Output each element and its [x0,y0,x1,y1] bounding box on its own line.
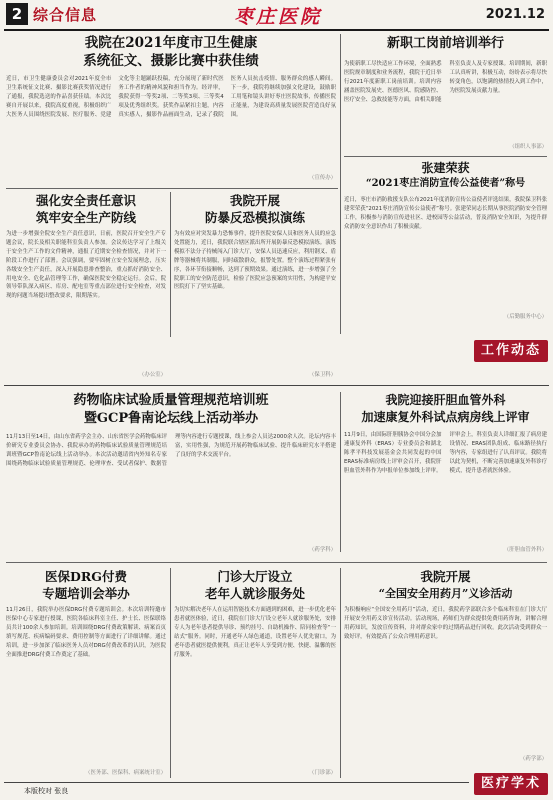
article-body: 为进一步增强全院安全生产责任意识，日前，医院召开安全生产专题会议，院长及相关职能科室负责人参加。会议传达学习了上级关于安全生产工作的文件精神，通报了近期安全检查情况，并对下一阶段工作进行了部署。会议强调，要牢固树立安全发展理念，压实各级安全生产责任，深入开展隐患排查整治，重点抓好消防安全、用电安全、危化品管理等工作，确保医院安全稳定运行。会后，院领导带队深入病区、库房、配电室等重点部位进行安全检查，对发现的问题当场提出整改要求，限期落实。 [6,231,166,300]
article-title-line1: 门诊大厅设立 [217,569,293,584]
section-badge-medical-science: 医疗学术 [474,773,548,795]
divider [4,385,549,386]
divider [344,156,547,157]
article-title-line2: “2021枣庄消防宣传公益使者”称号 [365,178,526,189]
article-award [6,34,336,184]
column-divider [340,568,341,778]
page-header [0,0,553,30]
article-title-line1: 强化安全责任意识 [35,193,136,208]
section-badge-work-news: 工作动态 [474,340,548,362]
article-title-line1: 张建荣获 [421,161,470,175]
column-divider [340,34,341,334]
article-title-line1: 我院在2021年度市卫生健康 [84,35,258,51]
header-rule [4,29,549,31]
article-body: 11月9日，由国际肝胆胰协会中国分会加速康复外科（ERAS）专业委员会和湖北陈孝平科技发展基金会共同发起的中国ERAS标准病房线上评审会召开，我院肝胆血管外科作为申报单位参加线上评审。评审会上，科室负责人详细汇报了病房建设情况、ERAS团队组成、临床路径执行等内容，专家组进行了认真评议。我院将以此为契机，不断完善加速康复外科诊疗模式，提升患者就医体验。 [344,432,547,474]
column-divider [170,568,171,778]
article-credit: （药学部） [520,756,547,762]
article-body: 近日，市卫生健康委员会对2021年度全市卫生系统征文比赛、摄影比赛获奖情况进行了通报，我院选送的作品喜获佳绩。本次比赛自开展以来，我院高度重视，积极组织广大医务人员围绕医院发展、医疗服务、党建文化等主题踊跃投稿，充分展现了新时代医务工作者的精神风貌和担当作为。经评审，我院获得一等奖2项、二等奖3项、三等奖4项及优秀组织奖。获奖作品紧扣主题，内容真实感人，摄影作品画面生动，记录了我院医务人员抗击疫情、服务群众的感人瞬间。下一步，我院将继续加强文化建设，鼓励职工用笔和镜头讲好枣庄医院故事，传播医院正能量，为建设高质量发展医院营造良好氛围。 [6,76,336,118]
column-divider [170,192,171,337]
article-training [344,34,547,152]
article-title-line1: 我院迎接肝胆血管外科 [385,393,506,407]
page-number: 2 [6,3,28,25]
article-drill [174,192,336,380]
article-body: 为积极响应“全国安全用药月”活动，近日，我院药学部联合多个临床科室在门诊大厅开展安全用药义诊宣传活动。活动现场，药师们为群众提供免费用药咨询，讲解合理用药知识，发放宣传资料，并对群众家中的过期药品进行回收。此次活动受到群众一致好评，有效提高了公众合理用药意识。 [344,607,547,640]
article-title-line1: 药物临床试验质量管理规范培训班 [73,393,269,408]
article-gcp [6,392,336,558]
article-title-line2: 专题培训会举办 [42,586,130,601]
article-credit: （肝胆血管外科） [503,547,547,553]
article-credit: （门诊部） [309,770,336,776]
footer-rule [4,782,469,783]
article-safety [6,192,166,380]
article-credit: （药学科） [309,547,336,553]
article-title-line1: 我院开展 [229,193,280,208]
divider [6,188,338,189]
footer-editor: 本版校对 张良 [24,787,69,795]
article-title-line1: 医保DRG付费 [45,569,127,584]
article-drg [6,568,166,780]
article-title-line2: 加速康复外科试点病房线上评审 [361,410,530,424]
article-title-line2: 防暴反恐模拟演练 [204,210,305,225]
article-body: 近日，枣庄市消防救援支队公布2021年度消防宣传公益使者评选结果，我院保卫科张建荣荣获“2021枣庄消防宣传公益使者”称号。张建荣同志长期从事医院消防安全管理工作，积极参与消防宣传进社区、进校园等公益活动，普及消防安全知识，为提升群众消防安全意识作出了积极贡献。 [344,197,547,230]
section-title: 综合信息 [33,6,98,24]
article-credit: （医务部、医保科、病案统计室） [85,770,166,776]
article-elderly [174,568,336,780]
article-credit: （组织人事部） [509,144,547,150]
article-fire-award [344,160,547,332]
article-title-line2: 筑牢安全生产防线 [35,210,136,225]
column-divider [340,392,341,552]
article-title-line2: “全国安全用药月”义诊活动 [378,587,513,600]
issue-date: 2021.12 [485,7,545,22]
article-title-line2: 系统征文、摄影比赛中获佳绩 [83,53,259,69]
article-title: 新职工岗前培训举行 [386,36,504,51]
article-title-line2: 老年人就诊服务处 [204,586,305,601]
article-title-line1: 我院开展 [420,569,471,584]
article-title-line2: 暨GCP鲁南论坛线上活动举办 [83,411,259,426]
article-body: 为使新职工尽快适应工作环境，全面熟悉医院规章制度和业务流程，我院于近日举行2021年度新职工岗前培训。培训内容涵盖医院发展史、医德医风、院感防控、医疗安全、急救技能等方面，由相关职能科室负责人及专家授课。培训期间，新职工认真听讲，积极互动，纷纷表示将尽快转变角色，以饱满的热情投入到工作中，为医院发展贡献力量。 [344,61,547,103]
article-body: 11月26日，我院举办医保DRG付费专题培训会。本次培训特邀市医保中心专家进行授课，医院各临床科室主任、护士长、医保联络员共计100余人参加培训。培训围绕DRG付费政策解读、病案首页填写规范、疾病编码要求、费用控制等方面进行了详细讲解。通过培训，进一步加深了临床医务人员对DRG付费改革的认识，为医院全面推进DRG付费工作奠定了基础。 [6,607,166,658]
article-credit: （办公室） [139,372,166,378]
article-drug-safety [344,568,547,768]
masthead-logo: 枣庄医院 [233,6,322,28]
article-body: 为切实解决老年人在运用智能技术方面遇到的困难，进一步优化老年患者就医体验，近日，我院在门诊大厅设立老年人就诊服务处，安排专人为老年患者提供导诊、预约挂号、自助机操作、陪同检查等“一站式”服务。同时，开通老年人绿色通道，设置老年人优先窗口，为老年患者就医提供便利，真正让老年人享受到方便、快捷、温馨的医疗服务。 [174,607,336,658]
article-body: 11月13日至14日，由山东省药学会主办、山东省医学会药物临床评价研究专业委员会协办、我院承办的药物临床试验质量管理规范培训班暨GCP鲁南论坛线上活动举办。本次活动邀请省内外知名专家围绕药物临床试验质量管理规范、伦理审查、受试者保护、数据管理等内容进行专题授课，线上参会人员达2000余人次。论坛内容丰富，实用性强，为规范开展药物临床试验、提升临床研究水平搭建了良好的学术交流平台。 [6,434,336,467]
article-body: 为有效应对突发暴力恐怖事件，提升医院安保人员和医务人员的应急处置能力，近日，我院联合辖区派出所开展防暴反恐模拟演练。演练模拟不法分子持械闯入门诊大厅，安保人员迅速反应，利用钢叉、盾牌等器械将其制服，同时疏散群众，报警处置。整个演练过程紧张有序，各环节衔接顺畅，达到了预期效果。通过演练，进一步增强了全院职工的安全防范意识，检验了医院应急预案的实用性，为构建平安医院打下了坚实基础。 [174,231,336,291]
article-credit: （宣传办） [309,175,336,181]
article-credit: （后勤服务中心） [503,314,547,320]
article-credit: （保卫科） [309,372,336,378]
divider [6,562,547,563]
article-eras [344,392,547,558]
